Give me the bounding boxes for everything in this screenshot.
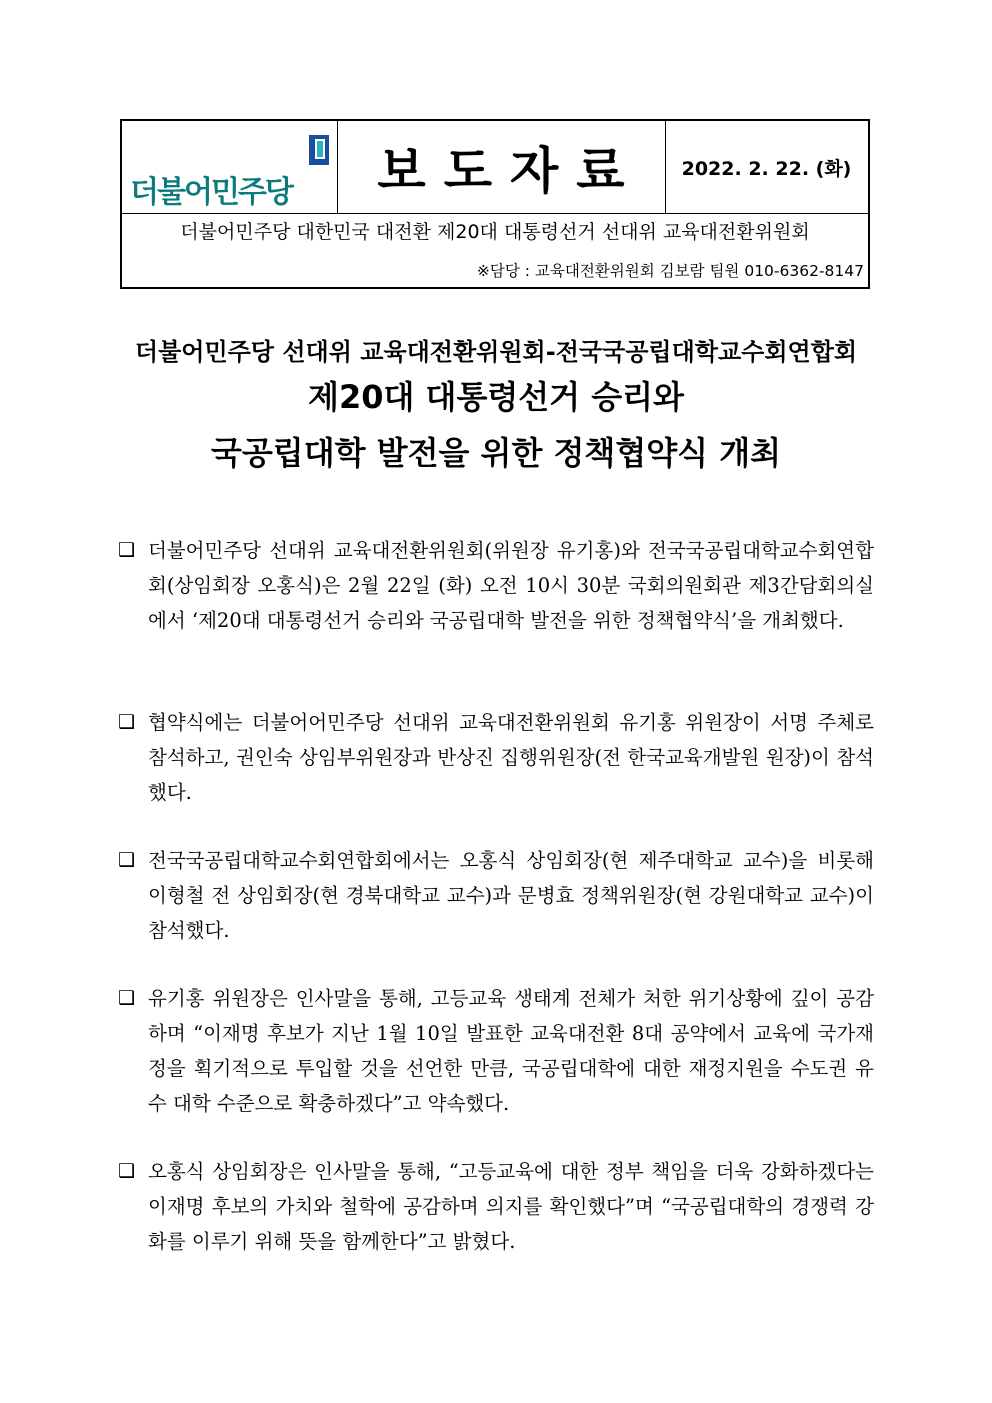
party-logo-icon	[307, 133, 333, 169]
bullet-icon: ❑	[118, 711, 136, 733]
paragraph-text: 전국국공립대학교수회연합회에서는 오홍식 상임회장(현 제주대학교 교수)을 비롯해 이형철 전 상임회장(현 경북대학교 교수)과 문병효 정책위원장(현 강원대학교 교수)이 참석했다.	[148, 849, 874, 942]
headline-main-line2: 국공립대학 발전을 위한 정책협약식 개최	[210, 434, 782, 472]
party-logo-text: 더불어민주당	[130, 175, 292, 210]
contact-line: ※담당 : 교육대전환위원회 김보람 팀원 010-6362-8147	[476, 262, 864, 280]
press-release-title: 보도자료	[377, 142, 643, 200]
press-title-cell	[337, 121, 666, 213]
paragraph-4	[118, 981, 874, 1121]
paragraph-3	[118, 843, 874, 948]
headline-subtitle: 더불어민주당 선대위 교육대전환위원회-전국국공립대학교수회연합회	[134, 338, 858, 366]
party-logo	[122, 121, 338, 213]
paragraph-1	[118, 533, 874, 638]
header-top-row	[122, 121, 868, 214]
bullet-icon: ❑	[118, 987, 136, 1009]
paragraph-text: 유기홍 위원장은 인사말을 통해, 고등교육 생태계 전체가 처한 위기상황에 깊이 공감하며 “이재명 후보가 지난 1월 10일 발표한 교육대전환 8대 공약에서 교육에 국가재정을 획기적으로 투입할 것을 선언한 만큼, 국공립대학에 대한 재정지원을 수도권 유수 대학 수준으로 확충하겠다”고 약속했다.	[148, 987, 874, 1115]
bullet-icon: ❑	[118, 849, 136, 871]
paragraph-text: 더불어민주당 선대위 교육대전환위원회(위원장 유기홍)와 전국국공립대학교수회연합회(상임회장 오홍식)은 2월 22일 (화) 오전 10시 30분 국회의원회관 제3간담회의실에서 ‘제20대 대통령선거 승리와 국공립대학 발전을 위한 정책협약식’을 개최했다.	[148, 539, 874, 632]
release-date: 2022. 2. 22. (화)	[681, 157, 852, 180]
paragraph-2	[118, 705, 874, 810]
headline-main-line1: 제20대 대통령선거 승리와	[308, 378, 684, 416]
bullet-icon: ❑	[118, 1160, 136, 1182]
paragraph-5	[118, 1154, 874, 1259]
paragraph-text: 협약식에는 더불어어민주당 선대위 교육대전환위원회 유기홍 위원장이 서명 주체로 참석하고, 권인숙 상임부위원장과 반상진 집행위원장(전 한국교육개발원 원장)이 참석했다.	[148, 711, 874, 804]
press-release-header	[120, 119, 870, 289]
bullet-icon: ❑	[118, 539, 136, 561]
paragraph-text: 오홍식 상임회장은 인사말을 통해, “고등교육에 대한 정부 책임을 더욱 강화하겠다는 이재명 후보의 가치와 철학에 공감하며 의지를 확인했다”며 “국공립대학의 경쟁력 강화를 이루기 위해 뜻을 함께한다”고 밝혔다.	[148, 1160, 874, 1253]
organization-line: 더불어민주당 대한민국 대전환 제20대 대통령선거 선대위 교육대전환위원회	[180, 221, 810, 243]
